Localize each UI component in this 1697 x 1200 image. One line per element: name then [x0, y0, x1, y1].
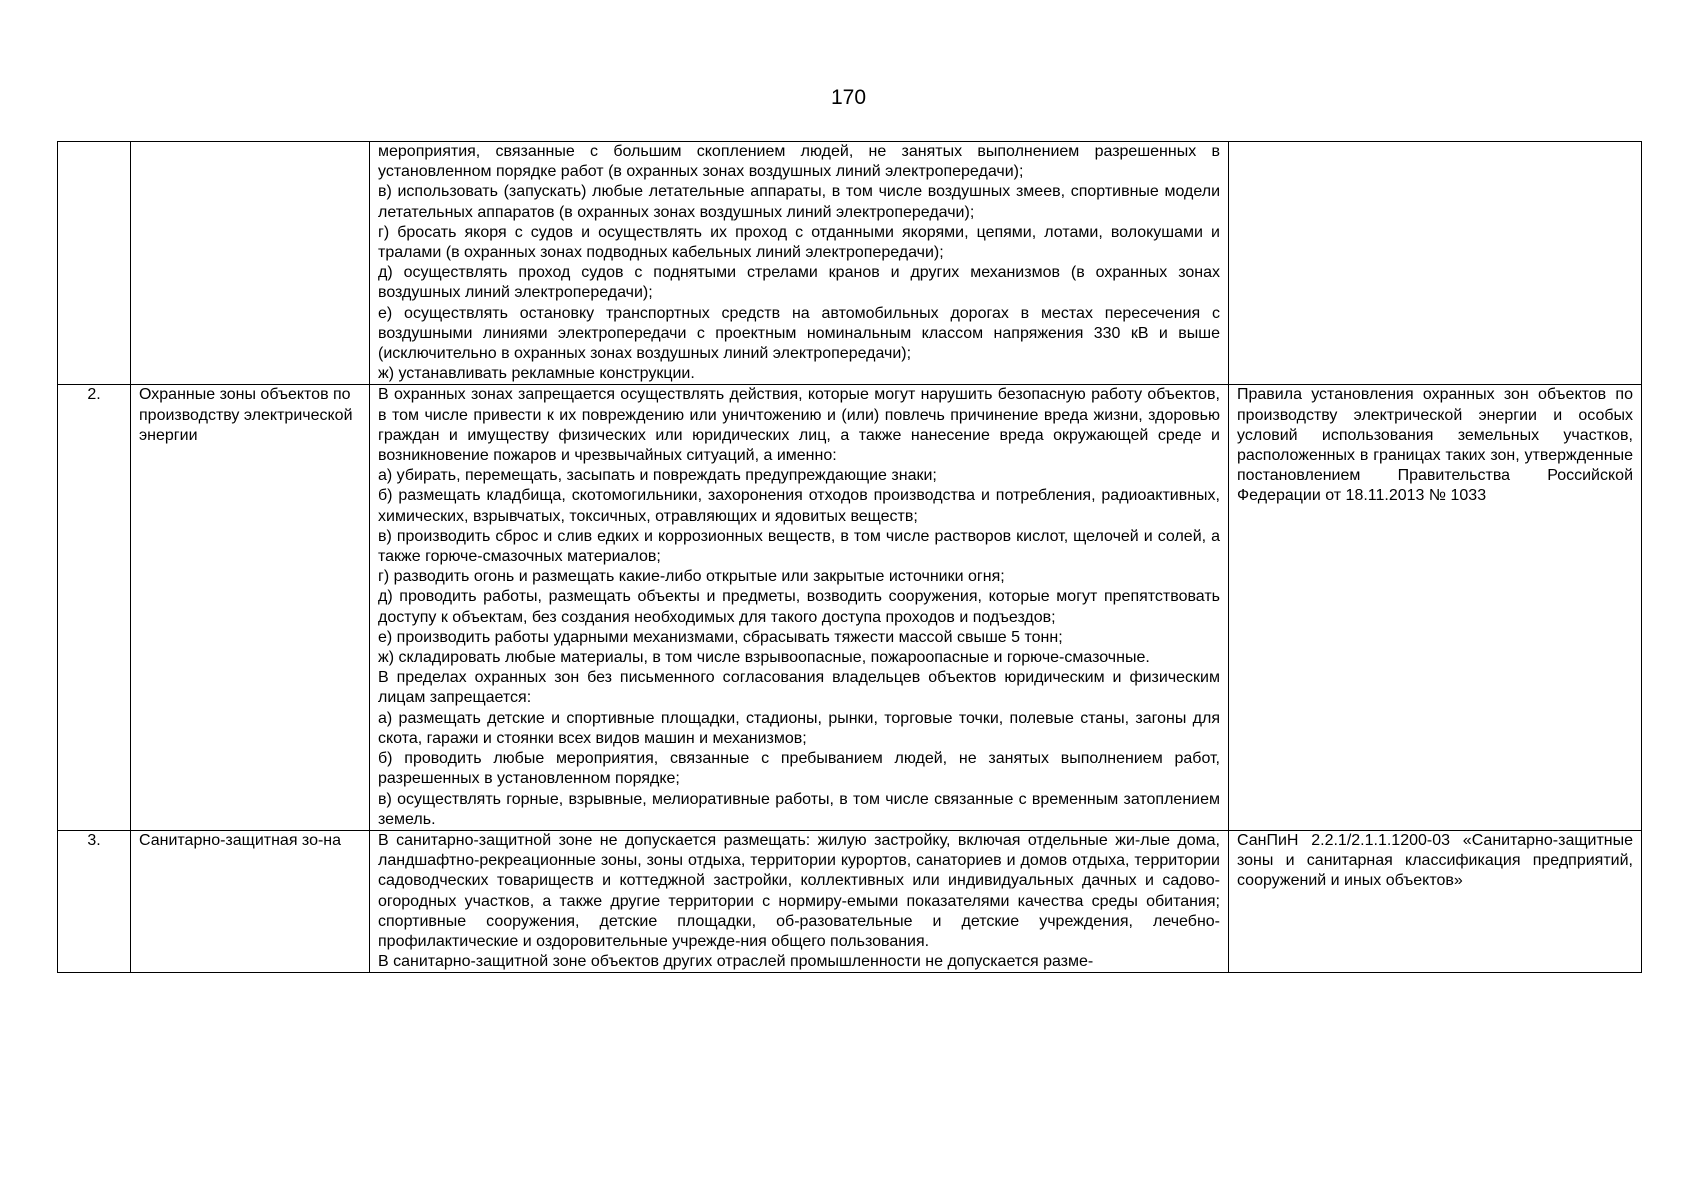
restriction-paragraph: б) проводить любые мероприятия, связанные с пребыванием людей, не занятых выполнением работ, разрешенных в установленном порядке;: [378, 750, 1220, 788]
legal-basis-cell: [1229, 142, 1642, 385]
table-row: [58, 142, 1642, 385]
restriction-paragraph: в) использовать (запускать) любые летательные аппараты, в том числе воздушных змеев, спортивные модели летательных аппаратов (в охранных зонах воздушных линий электропередачи);: [378, 183, 1220, 221]
table-row: [58, 830, 1642, 972]
restrictions-cell: [370, 142, 1229, 385]
restriction-paragraph: е) производить работы ударными механизмами, сбрасывать тяжести массой свыше 5 тонн;: [378, 628, 1063, 646]
restriction-paragraph: г) бросать якоря с судов и осуществлять их проход с отданными якорями, цепями, лотами, волокушами и тралами (в охранных зонах подводных кабельных линий электропередачи);: [378, 223, 1220, 262]
restriction-paragraph: д) осуществлять проход судов с поднятыми стрелами кранов и других механизмов (в охранных зонах воздушных линий электропередачи);: [378, 264, 1220, 302]
restriction-paragraph: В санитарно-защитной зоне объектов других отраслей промышленности не допускается разме-: [378, 953, 1094, 971]
restriction-paragraph: в) производить сброс и слив едких и коррозионных веществ, в том числе растворов кислот, щелочей и солей, а также горюче-смазочных материалов;: [378, 527, 1220, 566]
restriction-paragraph: В пределах охранных зон без письменного согласования владельцев объектов юридическим и физическим лицам запрещается:: [378, 669, 1220, 707]
restriction-paragraph: мероприятия, связанные с большим скоплением людей, не занятых выполнением разрешенных в установленном порядке работ (в охранных зонах воздушных линий электропередачи);: [378, 143, 1220, 181]
legal-basis-cell: Правила установления охранных зон объектов по производству электрической энергии и особых условий использования земельных участков, расположенных в границах таких зон, утвержденные постановлением Правительства Российской Федерации от 18.11.2013 № 1033: [1229, 385, 1642, 830]
page-number: 170: [830, 86, 867, 109]
restriction-paragraph: В санитарно-защитной зоне не допускается размещать: жилую застройку, включая отдельные жи-лые дома, ландшафтно-рекреационные зоны, зоны отдыха, территории курортов, санаториев и домов отдыха, территории садоводческих товариществ и коттеджной застройки, коллективных или индивидуальных дачных и садово-огородных участков, а также другие территории с нормиру-емыми показателями качества среды обитания; спортивные сооружения, детские площадки, об-разовательные и детские учреждения, лечебно-профилактические и оздоровительные учрежде-ния общего пользования.: [378, 831, 1220, 950]
restrictions-cell: [370, 830, 1229, 972]
row-number-cell: [58, 142, 131, 385]
restriction-paragraph: ж) устанавливать рекламные конструкции.: [378, 365, 695, 383]
zone-name-cell: [131, 142, 370, 385]
restriction-paragraph: В охранных зонах запрещается осуществлять действия, которые могут нарушить безопасную работу объектов, в том числе привести к их повреждению или уничтожению и (или) повлечь причинение вреда жизни, здоровью граждан и имуществу физических или юридических лиц, а также нанесение вреда окружающей среде и возникновение пожаров и чрезвычайных ситуаций, а именно:: [378, 386, 1220, 465]
restriction-paragraph: а) размещать детские и спортивные площадки, стадионы, рынки, торговые точки, полевые станы, загоны для скота, гаражи и стоянки всех видов машин и механизмов;: [378, 709, 1220, 747]
restriction-paragraph: б) размещать кладбища, скотомогильники, захоронения отходов производства и потребления, радиоактивных, химических, взрывчатых, токсичных, отравляющих и ядовитых веществ;: [378, 487, 1220, 525]
table-row: [58, 385, 1642, 830]
restriction-paragraph: г) разводить огонь и размещать какие-либо открытые или закрытые источники огня;: [378, 568, 1005, 586]
restriction-paragraph: ж) складировать любые материалы, в том числе взрывоопасные, пожароопасные и горюче-смазочные.: [378, 649, 1150, 667]
legal-basis-cell: СанПиН 2.2.1/2.1.1.1200-03 «Санитарно-защитные зоны и санитарная классификация предприятий, сооружений и иных объектов»: [1229, 830, 1642, 972]
restriction-paragraph: е) осуществлять остановку транспортных средств на автомобильных дорогах в местах пересечения с воздушными линиями электропередачи с проектным номинальным классом напряжения 330 кВ и выше (исключительно в охранных зонах воздушных линий электропередачи);: [378, 304, 1220, 363]
restrictions-table: [57, 141, 1642, 973]
restrictions-cell: [370, 385, 1229, 830]
restriction-paragraph: а) убирать, перемещать, засыпать и повреждать предупреждающие знаки;: [378, 467, 937, 485]
restriction-paragraph: д) проводить работы, размещать объекты и предметы, возводить сооружения, которые могут препятствовать доступу к объектам, без создания необходимых для такого доступа проходов и подъездов;: [378, 588, 1220, 626]
row-number-cell: 2.: [58, 385, 131, 830]
zone-name-cell: Санитарно-защитная зо-на: [131, 830, 370, 972]
restriction-paragraph: в) осуществлять горные, взрывные, мелиоративные работы, в том числе связанные с временным затоплением земель.: [378, 790, 1220, 828]
row-number-cell: 3.: [58, 830, 131, 972]
zone-name-cell: Охранные зоны объектов по производству электрической энергии: [131, 385, 370, 830]
